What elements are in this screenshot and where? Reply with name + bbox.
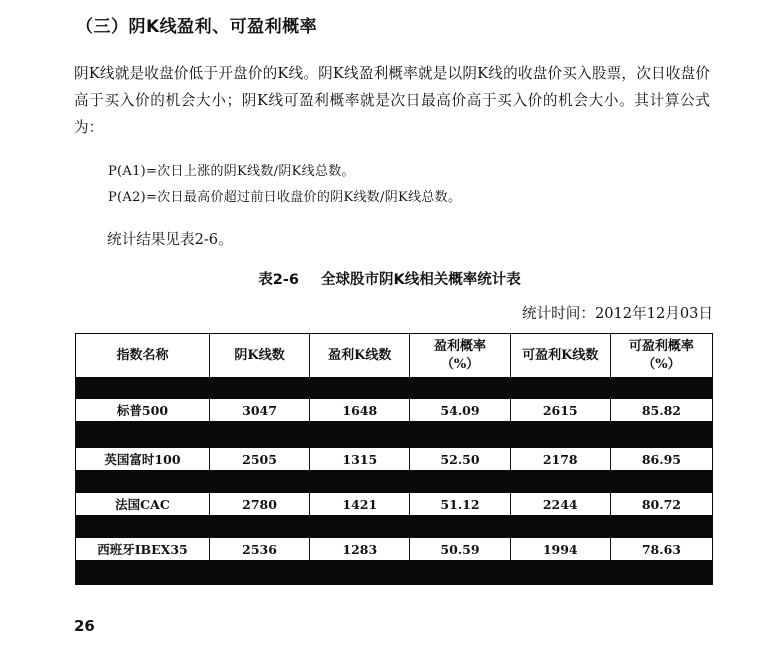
table-cell: 英国富时100 bbox=[76, 448, 210, 470]
table-cell: 西班牙IBEX35 bbox=[76, 538, 210, 560]
table-name: 全球股市阴K线相关概率统计表 bbox=[320, 272, 521, 288]
table-cell: 1315 bbox=[310, 448, 410, 470]
table-cell: 50.59 bbox=[410, 538, 510, 560]
header-cell: 可盈利K线数 bbox=[511, 334, 611, 377]
header-cell: 盈利K线数 bbox=[310, 334, 410, 377]
table-cell: 52.50 bbox=[410, 448, 510, 470]
header-cell: 盈利概率 （%） bbox=[410, 334, 510, 377]
table-cell: 1283 bbox=[310, 538, 410, 560]
body-paragraph: 阴K线就是收盘价低于开盘价的K线。阴K线盈利概率就是以阴K线的收盘价买入股票，次日收盘价高于买入价的机会大小；阴K线可盈利概率就是次日最高价高于买入价的机会大小。其计算公式为： bbox=[74, 65, 710, 136]
header-cell: 阴K线数 bbox=[210, 334, 310, 377]
header-cell: 指数名称 bbox=[76, 334, 210, 377]
table-cell: 标普500 bbox=[76, 399, 210, 421]
page-number: 26 bbox=[74, 617, 95, 635]
formula-p-a2: P(A2)=次日最高价超过前日收盘价的阴K线数/阴K线总数。 bbox=[108, 190, 462, 205]
table-cell: 2505 bbox=[210, 448, 310, 470]
table-row bbox=[76, 399, 712, 421]
table-cell: 54.09 bbox=[410, 399, 510, 421]
table-title bbox=[0, 268, 779, 289]
table-cell: 78.63 bbox=[641, 541, 681, 557]
table-cell: 1648 bbox=[310, 399, 410, 421]
table-cell: 85.82 bbox=[641, 402, 681, 418]
stat-time: 统计时间：2012年12月03日 bbox=[521, 305, 713, 322]
formula-p-a1: P(A1)=次日上涨的阴K线数/阴K线总数。 bbox=[108, 164, 355, 179]
table-number: 表2-6 bbox=[258, 272, 299, 288]
table-header-row bbox=[76, 334, 712, 377]
table-cell: 2244 bbox=[511, 493, 611, 515]
table-row bbox=[76, 493, 712, 515]
table-cell: 86.95 bbox=[641, 451, 681, 467]
table-cell: 2536 bbox=[210, 538, 310, 560]
table-row bbox=[76, 448, 712, 470]
section-heading: （三）阴K线盈利、可盈利概率 bbox=[76, 17, 318, 37]
table-cell: 2178 bbox=[511, 448, 611, 470]
table-cell: 2615 bbox=[511, 399, 611, 421]
summary-text: 统计结果见表2-6。 bbox=[107, 231, 233, 248]
table-cell: 1994 bbox=[511, 538, 611, 560]
probability-table bbox=[75, 333, 713, 585]
table-row bbox=[76, 538, 712, 560]
table-cell: 1421 bbox=[310, 493, 410, 515]
table-cell: 80.72 bbox=[641, 496, 681, 512]
header-cell: 可盈利概率 （%） bbox=[628, 338, 694, 372]
table-cell: 法国CAC bbox=[76, 493, 210, 515]
table-cell: 2780 bbox=[210, 493, 310, 515]
table-cell: 3047 bbox=[210, 399, 310, 421]
table-cell: 51.12 bbox=[410, 493, 510, 515]
